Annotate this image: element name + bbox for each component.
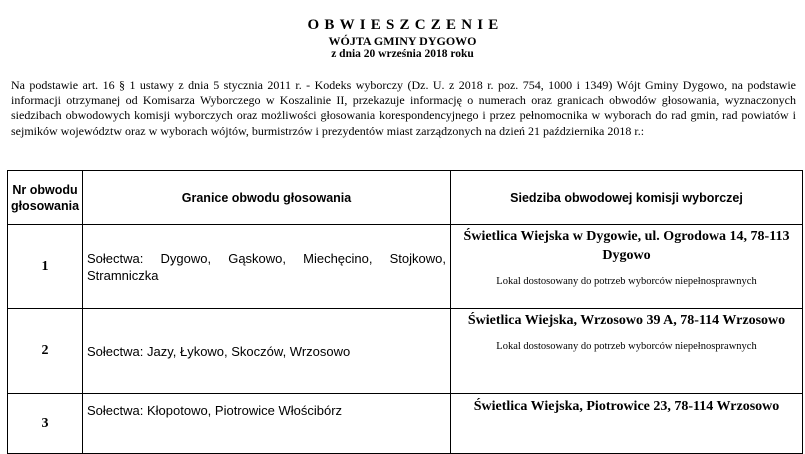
- document-subtitle: WÓJTA GMINY DYGOWO: [328, 34, 477, 48]
- accessibility-note: Lokal dostosowany do potrzeb wyborców niepełnosprawnych: [496, 276, 757, 287]
- table-header-row: [8, 171, 803, 225]
- table-row: [8, 225, 803, 309]
- district-bounds: Sołectwa: Dygowo, Gąskowo, Miechęcino, Stojkowo, Stramniczka: [83, 225, 451, 309]
- accessibility-note: Lokal dostosowany do potrzeb wyborców niepełnosprawnych: [496, 341, 757, 352]
- intro-paragraph: Na podstawie art. 16 § 1 ustawy z dnia 5 stycznia 2011 r. - Kodeks wyborczy (Dz. U. z 2018 r. poz. 754, 1000 i 1349) Wójt Gminy Dygowo, na podstawie informacji otrzymanej od Komisarza Wyborczego w Koszalinie II, przekazuje informację o numerach oraz granicach obwodów głosowania, wyznaczonych siedzibach obwodowych komisji wyborczych oraz możliwości głosowania korespondencyjnego i przez pełnomocnika w wyborach do rad gmin, rad powiatów i sejmików województw oraz w wyborach wójtów, burmistrzów i prezydentów miast zarządzonych na dzień 21 października 2018 r.:: [11, 78, 796, 138]
- header-district-bounds: Granice obwodu głosowania: [83, 171, 451, 225]
- document-header: [0, 17, 805, 61]
- commission-seat: [451, 394, 803, 454]
- district-number: 2: [8, 309, 83, 394]
- header-commission-seat: Siedziba obwodowej komisji wyborczej: [451, 171, 803, 225]
- header-district-number: Nr obwodu głosowania: [8, 171, 83, 225]
- seat-address: Świetlica Wiejska w Dygowie, ul. Ogrodowa 14, 78-113 Dygowo: [463, 229, 790, 263]
- seat-address: Świetlica Wiejska, Wrzosowo 39 A, 78-114 Wrzosowo: [467, 313, 786, 328]
- commission-seat: [451, 309, 803, 394]
- voting-districts-table: [7, 170, 803, 454]
- document-title: OBWIESZCZENIE: [307, 17, 504, 33]
- district-bounds: Sołectwa: Jazy, Łykowo, Skoczów, Wrzosowo: [83, 309, 451, 394]
- table-row: [8, 309, 803, 394]
- document-date: z dnia 20 września 2018 roku: [331, 48, 474, 60]
- district-number: 1: [8, 225, 83, 309]
- district-bounds: Sołectwa: Kłopotowo, Piotrowice Włościbórz: [83, 394, 451, 454]
- district-number: 3: [8, 394, 83, 454]
- commission-seat: [451, 225, 803, 309]
- table-row: [8, 394, 803, 454]
- seat-address: Świetlica Wiejska, Piotrowice 23, 78-114 Wrzosowo: [473, 399, 780, 414]
